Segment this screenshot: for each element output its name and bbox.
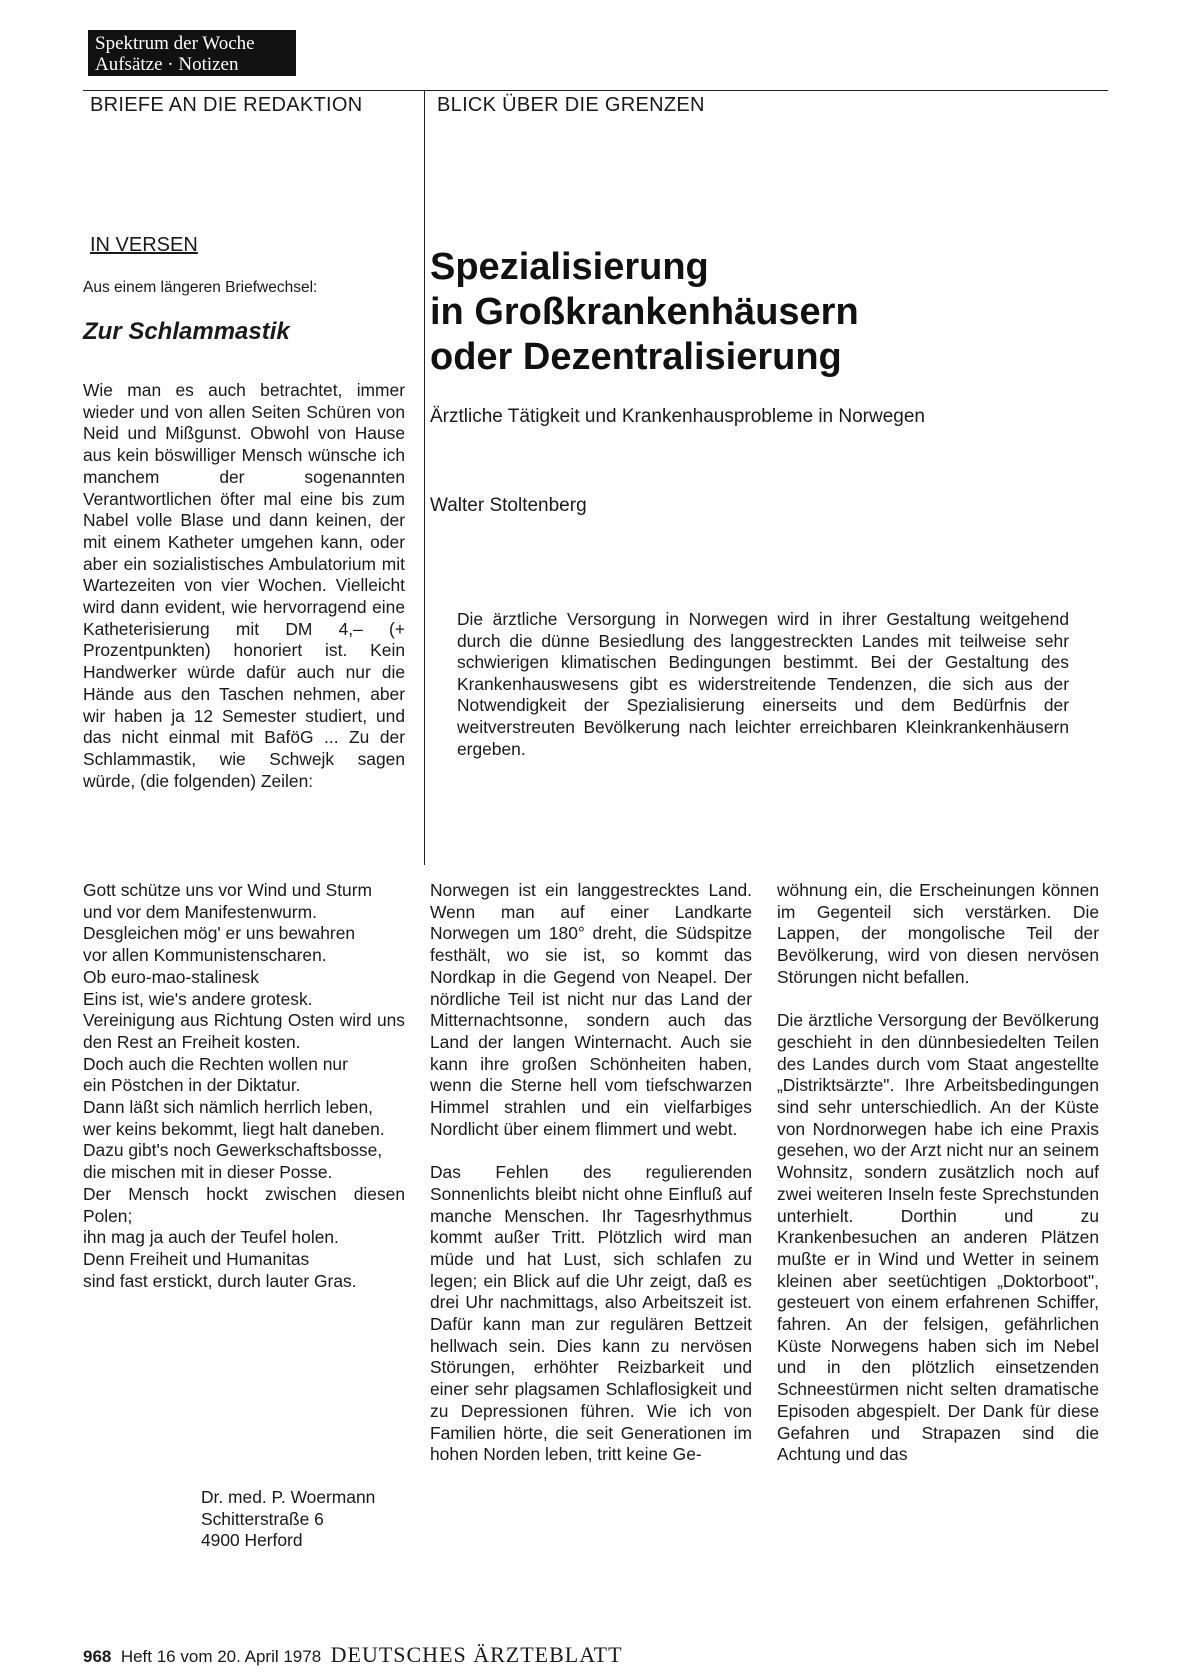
poem-line: sind fast erstickt, durch lauter Gras. (83, 1270, 357, 1291)
poem-line: Der Mensch hockt zwischen diesen Polen; (83, 1183, 405, 1226)
signature-name: Dr. med. P. Woermann (201, 1487, 376, 1507)
article-column-2 (777, 880, 1099, 1466)
article-paragraph: Die ärztliche Versorgung der Bevölkerung geschieht in den dünnbesiedelten Teilen des Landes durch vom Staat angestellte „Distriktsärzte". Ihre Arbeitsbedingungen sind sehr unterschiedlich. An der Küste von Nordnorwegen habe ich eine Praxis gesehen, wo der Arzt nicht nur an seinem Wohnsitz, sondern zusätzlich noch auf zwei weiteren Inseln feste Sprechstunden unterhielt. Dorthin und zu Krankenbesuchen an anderen Plätzen mußte er in Wind und Wetter in seinem kleinen aber seetüchtigen „Doktorboot", gesteuert von einem erfahrenen Schiffer, fahren. An der felsigen, gefährlichen Küste Norwegens haben sich im Nebel und in den plötzlich einsetzenden Schneestürmen nicht selten dramatische Episoden abgespielt. Der Dank für diese Gefahren und Strapazen sind die Achtung und das (777, 1010, 1099, 1465)
letter-body (83, 380, 405, 792)
letter-signature (201, 1487, 375, 1552)
poem-line: Dazu gibt's noch Gewerkschaftsbosse, (83, 1140, 383, 1161)
poem-line: und vor dem Manifestenwurm. (83, 901, 317, 922)
article-title (430, 245, 859, 380)
poem-line: die mischen mit in dieser Posse. (83, 1162, 333, 1183)
right-section-label: BLICK ÜBER DIE GRENZEN (437, 94, 705, 116)
poem-line: Gott schütze uns vor Wind und Sturm (83, 880, 373, 900)
magazine-name: DEUTSCHES ÄRZTEBLATT (330, 1642, 623, 1667)
letter-body-text: Wie man es auch betrachtet, immer wieder und von allen Seiten Schüren von Neid und Mißgunst. Obwohl von Hause aus kein böswilliger Mensch wünsche ich manchem der sogenannten Verantwortlichen öfter mal eine bis zum Nabel volle Blase und dann keinen, der mit einem Katheter umgehen kann, oder aber ein sozialistisches Ambulatorium mit Wartezeiten von vier Wochen. Vielleicht wird dann evident, wie hervorragend eine Katheterisierung mit DM 4,– (+ Prozentpunkten) honoriert ist. Kein Handwerker würde dafür auch nur die Hände aus den Taschen nehmen, aber wir haben ja 12 Semester studiert, und das nicht einmal mit BaföG ... Zu der Schlammastik, wie Schwejk sagen würde, (die folgenden) Zeilen: (83, 380, 405, 791)
article-abstract: Die ärztliche Versorgung in Norwegen wird in ihrer Gestaltung weitgehend durch die dünne Besiedlung des langgestreckten Landes mit teilweise sehr schwierigen klimatischen Bedingungen bestimmt. Bei der Gestaltung des Krankenhauswesens gibt es widerstreitende Tendenzen, die sich aus der Notwendigkeit der Spezialisierung einerseits und dem Bedürfnis der weitverstreuten Bevölkerung nach leichter erreichbaren Kleinkrankenhäusern ergeben. (457, 609, 1069, 759)
poem-line: ein Pöstchen in der Diktatur. (83, 1075, 301, 1096)
poem-line: Vereinigung aus Richtung Osten wird uns den Rest an Freiheit kosten. (83, 1010, 405, 1052)
badge-line-2: Aufsätze · Notizen (95, 54, 239, 75)
article-title-line: oder Dezentralisierung (430, 336, 842, 378)
letter-poem (83, 880, 405, 1292)
letter-intro: Aus einem längeren Briefwechsel: (83, 279, 318, 296)
article-title-line: in Großkrankenhäusern (430, 291, 859, 333)
poem-line: Desgleichen mög' er uns bewahren (83, 923, 356, 944)
signature-street: Schitterstraße 6 (201, 1508, 324, 1529)
signature-city: 4900 Herford (201, 1530, 303, 1551)
poem-line: vor allen Kommunistenscharen. (83, 945, 327, 966)
article-title-line: Spezialisierung (430, 246, 709, 288)
article-subtitle: Ärztliche Tätigkeit und Krankenhausprobleme in Norwegen (430, 406, 925, 427)
article-author: Walter Stoltenberg (430, 495, 587, 516)
poem-line: wer keins bekommt, liegt halt daneben. (83, 1118, 385, 1139)
poem-line: ihn mag ja auch der Teufel holen. (83, 1227, 339, 1248)
issue-info: Heft 16 vom 20. April 1978 (120, 1647, 322, 1666)
page-footer (83, 1642, 623, 1668)
poem-line: Ob euro-mao-stalinesk (83, 966, 259, 987)
badge-line-1: Spektrum der Woche (95, 33, 255, 54)
poem-line: Eins ist, wie's andere grotesk. (83, 988, 313, 1009)
section-badge (88, 30, 296, 76)
left-section-label: BRIEFE AN DIE REDAKTION (90, 94, 363, 116)
poem-line: Dann läßt sich nämlich herrlich leben, (83, 1097, 373, 1118)
top-rule (83, 90, 1108, 91)
letter-kicker: IN VERSEN (90, 234, 198, 256)
article-paragraph: Das Fehlen des regulierenden Sonnenlichts bleibt nicht ohne Einfluß auf manche Menschen. Ihr Tagesrhythmus kommt außer Tritt. Plötzlich wird man müde und hat Lust, sich schlafen zu legen; ein Blick auf die Uhr zeigt, daß es drei Uhr nachmittags, also Arbeitszeit ist. Dafür kann man zur regulären Bettzeit hellwach sein. Dies kann zu nervösen Störungen, erhöhter Reizbarkeit und einer sehr plagsamen Schlaflosigkeit und zu Depressionen führen. Wie ich von Familien hörte, die seit Generationen im hohen Norden leben, tritt keine Ge- (430, 1162, 752, 1465)
column-divider (424, 90, 425, 865)
article-paragraph: Norwegen ist ein langgestrecktes Land. Wenn man auf einer Landkarte Norwegen um 180° dreht, die Südspitze festhält, wo sie ist, so kommt das Nordkap in die Gegend von Neapel. Der nördliche Teil ist nicht nur das Land der Mitternachtsonne, sondern auch das Land der langen Winternacht. Auch sie kann ihre großen Schönheiten haben, wenn die Sterne hell vom tiefschwarzen Himmel strahlen und ein vielfarbiges Nordlicht über einem flimmert und webt. (430, 880, 752, 1139)
page-number: 968 (83, 1647, 112, 1666)
poem-line: Denn Freiheit und Humanitas (83, 1248, 310, 1269)
poem-line: Doch auch die Rechten wollen nur (83, 1053, 348, 1074)
letter-title: Zur Schlammastik (83, 318, 290, 345)
article-column-1 (430, 880, 752, 1466)
article-paragraph: wöhnung ein, die Erscheinungen können im Gegenteil sich verstärken. Die Lappen, der mongolische Teil der Bevölkerung, wird von diesen nervösen Störungen nicht befallen. (777, 880, 1099, 987)
